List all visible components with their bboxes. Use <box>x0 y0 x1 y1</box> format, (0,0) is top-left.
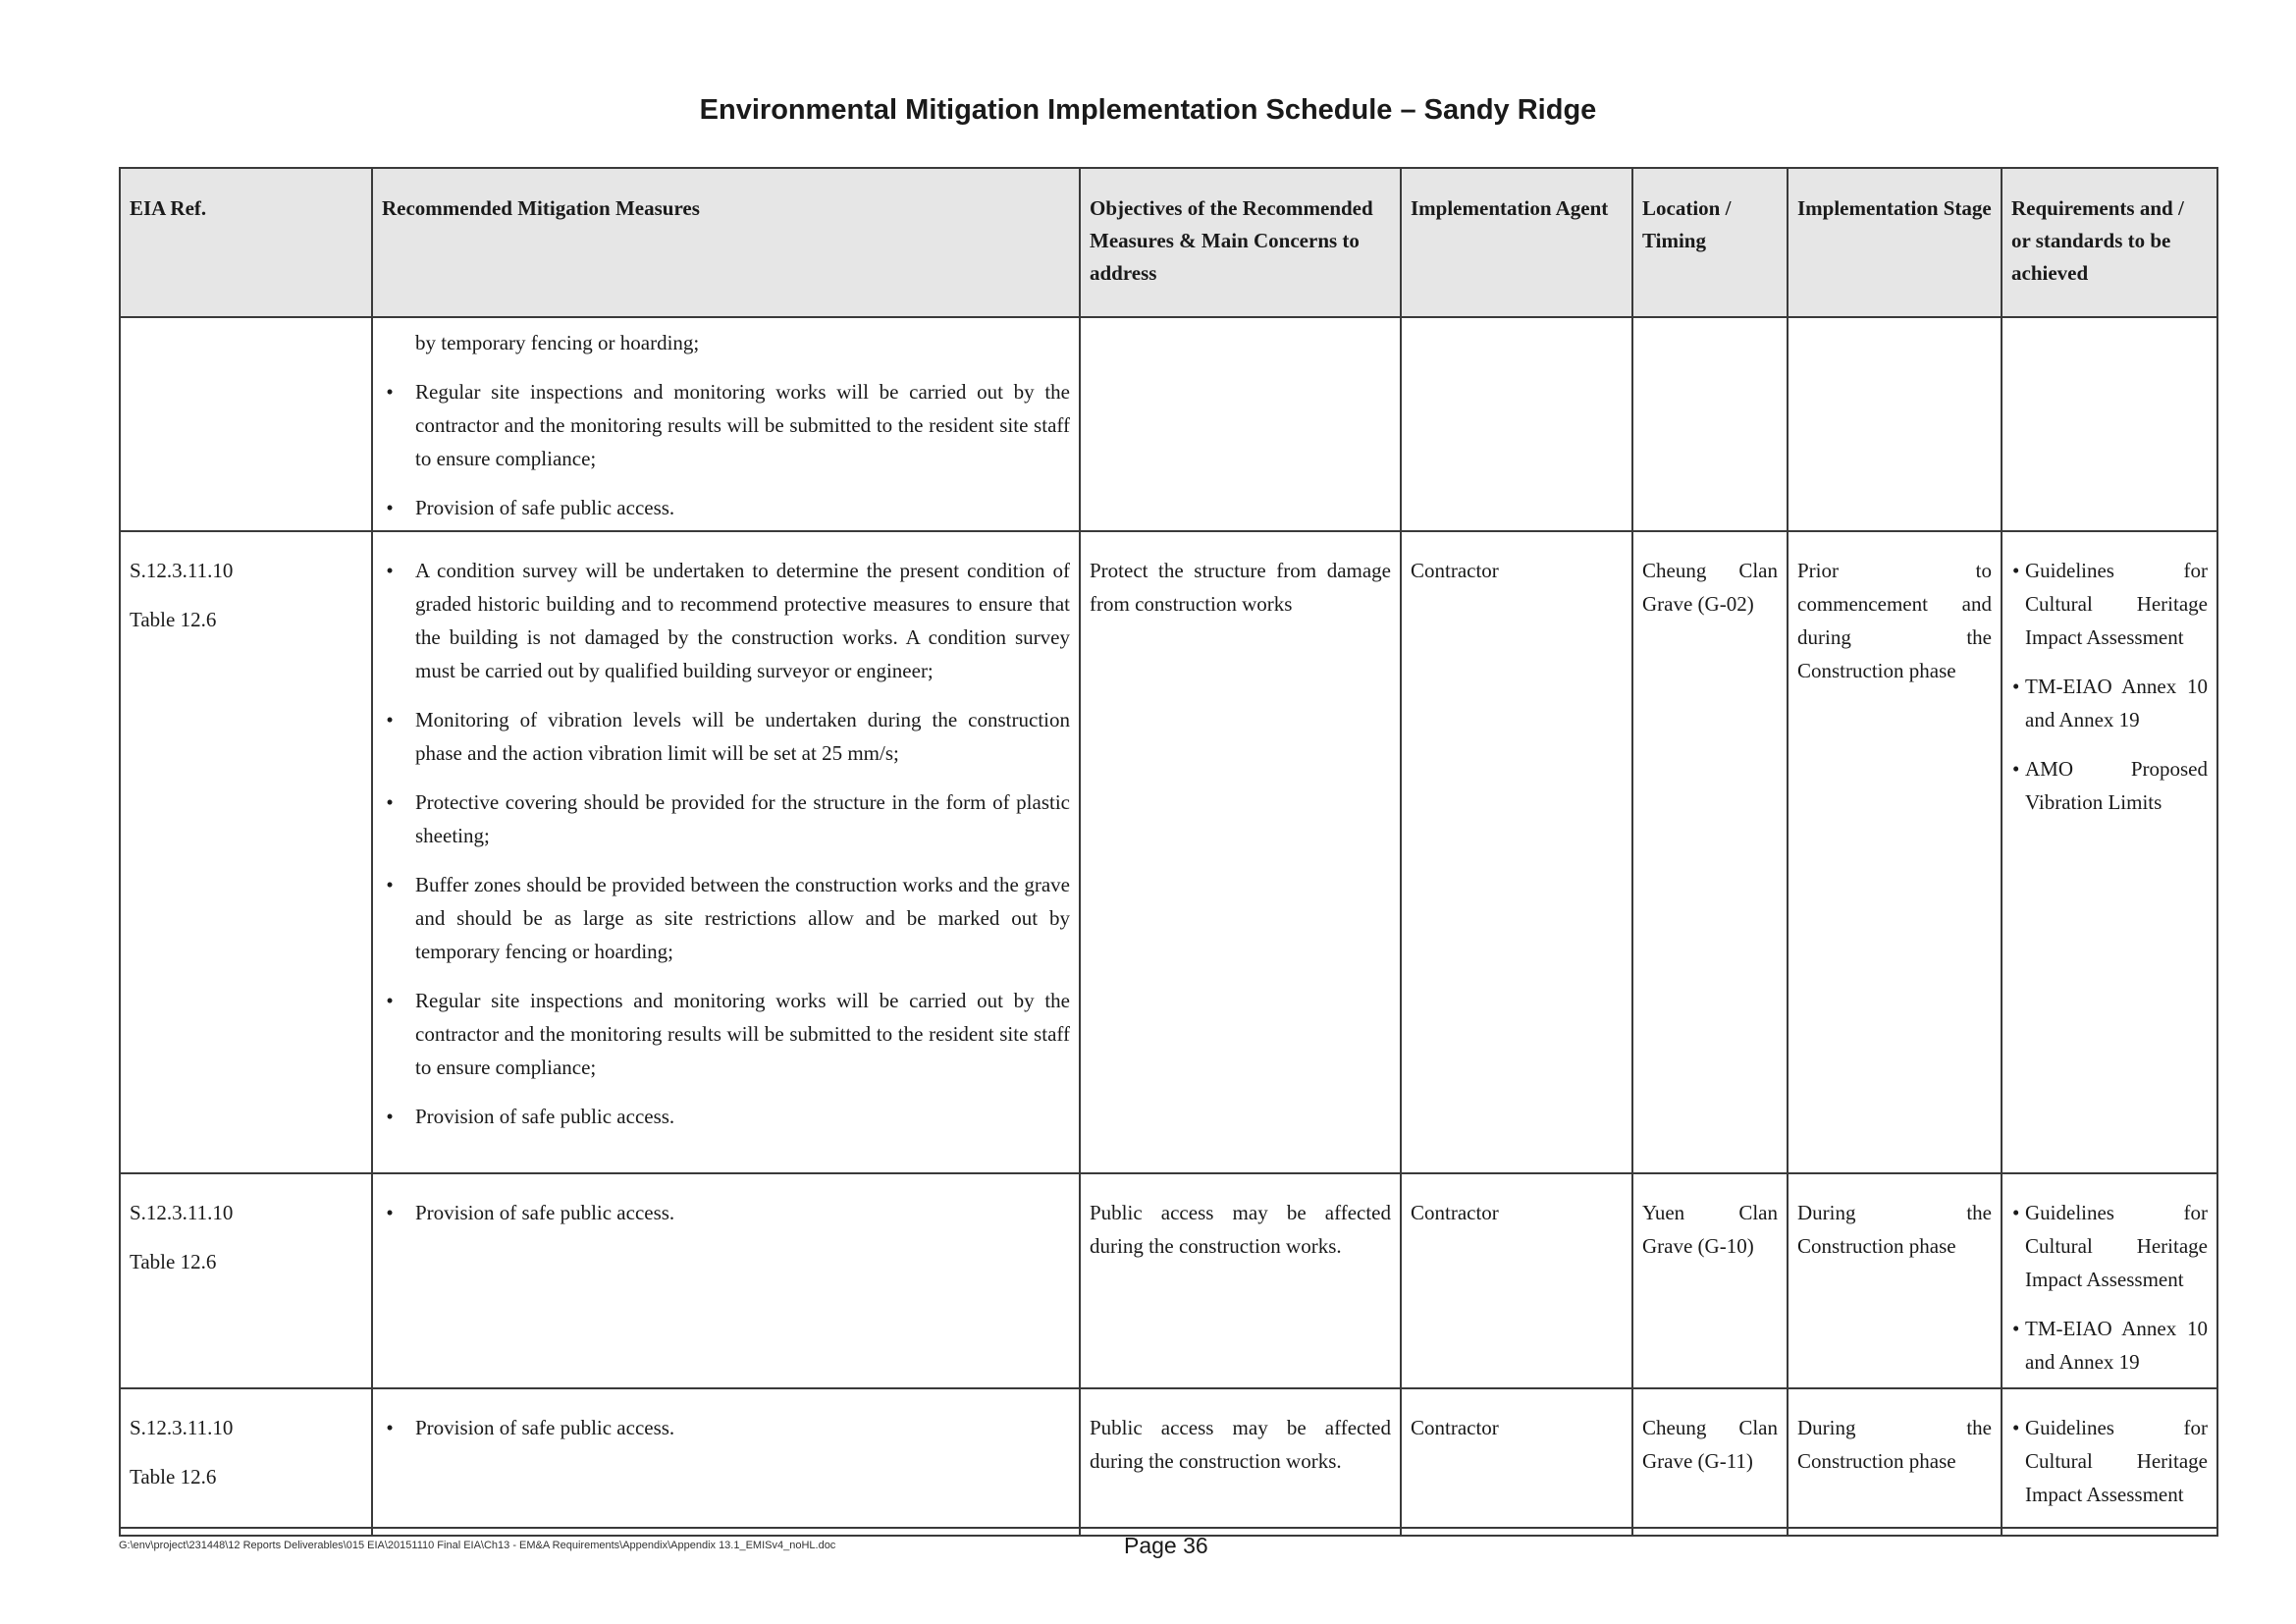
cell-objectives: Public access may be affected during the construction works. <box>1080 1388 1401 1536</box>
measure-item: • A condition survey will be undertaken to determine the present condition of graded historic building and to recommend protective measures to ensure that the building is not damaged by the construction works. A condition survey must be carried out by qualified building surveyor or engineer; <box>415 554 1070 687</box>
table-row <box>120 1173 2217 1388</box>
cell-agent <box>1401 317 1632 531</box>
header-stage: Implementation Stage <box>1788 168 2002 317</box>
measure-item: • Provision of safe public access. <box>415 1411 1070 1444</box>
requirement-item: • Guidelines for Cultural Heritage Impact Assessment <box>2025 1411 2208 1511</box>
cell-requirements <box>2002 1388 2217 1536</box>
cell-eia-ref <box>120 1388 372 1536</box>
requirement-list <box>2011 1411 2208 1511</box>
eia-ref-table: Table 12.6 <box>130 1250 217 1273</box>
cell-agent: Contractor <box>1401 1388 1632 1536</box>
measure-item: • Monitoring of vibration levels will be undertaken during the construction phase and the action vibration limit will be set at 25 mm/s; <box>415 703 1070 770</box>
cell-requirements <box>2002 1173 2217 1388</box>
requirement-list <box>2011 554 2208 819</box>
eia-ref-section: S.12.3.11.10 <box>130 1201 234 1224</box>
eia-ref-table: Table 12.6 <box>130 608 217 631</box>
cell-eia-ref <box>120 531 372 1173</box>
cell-objectives: Protect the structure from damage from construction works <box>1080 531 1401 1173</box>
measure-item: • Provision of safe public access. <box>415 491 1070 524</box>
measure-list <box>382 1411 1070 1444</box>
header-requirements: Requirements and / or standards to be achieved <box>2002 168 2217 317</box>
mitigation-schedule-table <box>119 167 2218 1537</box>
cell-agent: Contractor <box>1401 531 1632 1173</box>
requirement-item: • TM-EIAO Annex 10 and Annex 19 <box>2025 1312 2208 1379</box>
eia-ref-section: S.12.3.11.10 <box>130 559 234 582</box>
measure-item: • Protective covering should be provided for the structure in the form of plastic sheeting; <box>415 785 1070 852</box>
measure-list <box>382 375 1070 524</box>
measure-item: • Provision of safe public access. <box>415 1196 1070 1229</box>
footer-divider <box>119 1527 2216 1529</box>
eia-ref-table: Table 12.6 <box>130 1465 217 1489</box>
requirement-item: • TM-EIAO Annex 10 and Annex 19 <box>2025 670 2208 736</box>
measure-list <box>382 1196 1070 1229</box>
measure-item: • Regular site inspections and monitoring works will be carried out by the contractor and the monitoring results will be submitted to the resident site staff to ensure compliance; <box>415 984 1070 1084</box>
footer-file-path: G:\env\project\231448\12 Reports Deliverables\015 EIA\20151110 Final EIA\Ch13 - EM&A Requirements\Appendix\Appendix 13.1_EMISv4_noHL.doc <box>119 1540 836 1551</box>
cell-location: Cheung Clan Grave (G-11) <box>1632 1388 1788 1536</box>
requirement-item: • Guidelines for Cultural Heritage Impact Assessment <box>2025 554 2208 654</box>
cell-objectives <box>1080 317 1401 531</box>
cell-eia-ref <box>120 317 372 531</box>
document-title: Environmental Mitigation Implementation Schedule – Sandy Ridge <box>699 94 1597 126</box>
page-number: Page 36 <box>1124 1533 1208 1558</box>
header-objectives: Objectives of the Recommended Measures & Main Concerns to address <box>1080 168 1401 317</box>
requirement-item: • AMO Proposed Vibration Limits <box>2025 752 2208 819</box>
requirement-list <box>2011 1196 2208 1379</box>
header-eia-ref: EIA Ref. <box>120 168 372 317</box>
header-measures: Recommended Mitigation Measures <box>372 168 1080 317</box>
cell-location: Cheung Clan Grave (G-02) <box>1632 531 1788 1173</box>
table-row-continued <box>120 317 2217 531</box>
measure-item: • Buffer zones should be provided between the construction works and the grave and should be as large as site restrictions allow and be marked out by temporary fencing or hoarding; <box>415 868 1070 968</box>
cell-measures <box>372 317 1080 531</box>
requirement-item: • Guidelines for Cultural Heritage Impact Assessment <box>2025 1196 2208 1296</box>
cell-stage: During the Construction phase <box>1788 1173 2002 1388</box>
table-header-row <box>120 168 2217 317</box>
cell-measures <box>372 531 1080 1173</box>
continuation-text: by temporary fencing or hoarding; <box>415 331 700 354</box>
header-agent: Implementation Agent <box>1401 168 1632 317</box>
cell-requirements <box>2002 531 2217 1173</box>
cell-location: Yuen Clan Grave (G-10) <box>1632 1173 1788 1388</box>
cell-requirements <box>2002 317 2217 531</box>
cell-stage: Prior to commencement and during the Construction phase <box>1788 531 2002 1173</box>
cell-agent: Contractor <box>1401 1173 1632 1388</box>
eia-ref-section: S.12.3.11.10 <box>130 1416 234 1439</box>
header-location: Location / Timing <box>1632 168 1788 317</box>
table-row <box>120 1388 2217 1536</box>
cell-measures <box>372 1388 1080 1536</box>
cell-measures <box>372 1173 1080 1388</box>
cell-eia-ref <box>120 1173 372 1388</box>
table-row <box>120 531 2217 1173</box>
measure-list <box>382 554 1070 1133</box>
cell-objectives: Public access may be affected during the construction works. <box>1080 1173 1401 1388</box>
cell-location <box>1632 317 1788 531</box>
cell-stage <box>1788 317 2002 531</box>
measure-item: • Provision of safe public access. <box>415 1100 1070 1133</box>
measure-item: • Regular site inspections and monitoring works will be carried out by the contractor and the monitoring results will be submitted to the resident site staff to ensure compliance; <box>415 375 1070 475</box>
cell-stage: During the Construction phase <box>1788 1388 2002 1536</box>
